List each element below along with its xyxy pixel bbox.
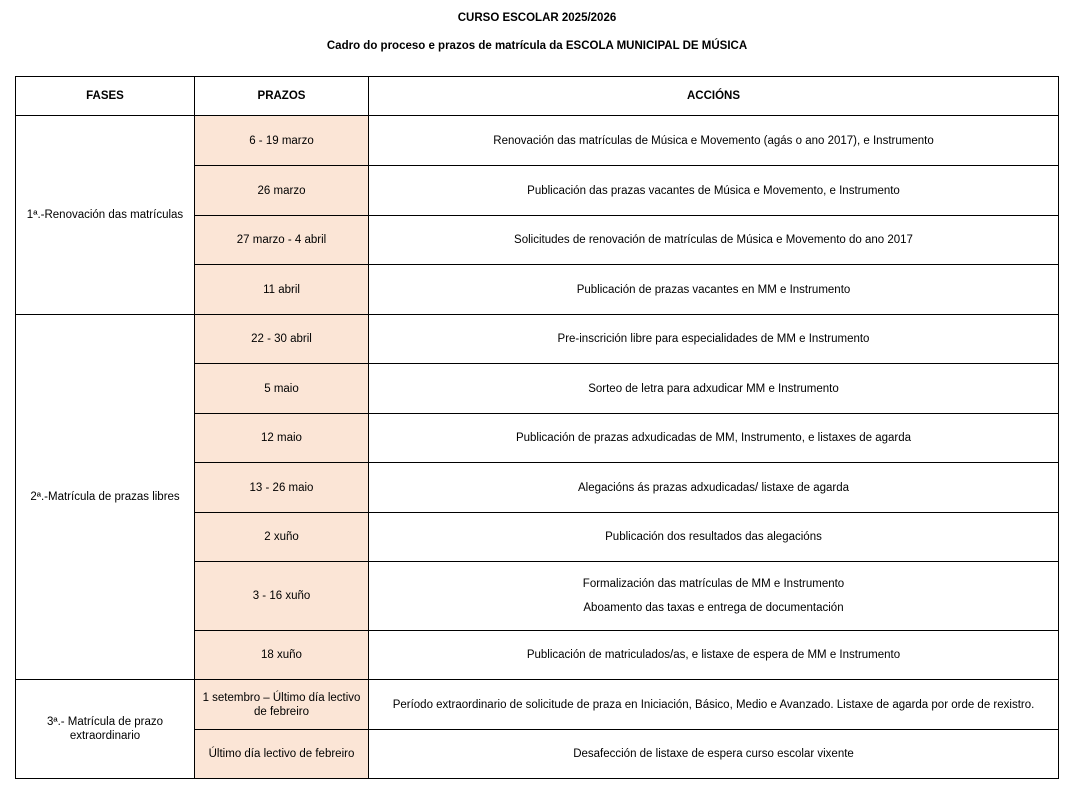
action-cell: Desafección de listaxe de espera curso escolar vixente bbox=[369, 730, 1059, 779]
deadline-cell: 2 xuño bbox=[195, 513, 369, 562]
deadline-cell: 26 marzo bbox=[195, 166, 369, 216]
action-cell: Alegacións ás prazas adxudicadas/ listaxe de agarda bbox=[369, 463, 1059, 513]
column-header-prazos: PRAZOS bbox=[195, 77, 369, 116]
deadline-cell: 1 setembro – Último día lectivo de febreiro bbox=[195, 680, 369, 730]
deadline-cell: 27 marzo - 4 abril bbox=[195, 216, 369, 265]
action-cell: Sorteo de letra para adxudicar MM e Instrumento bbox=[369, 364, 1059, 414]
deadline-cell: 3 - 16 xuño bbox=[195, 562, 369, 631]
deadline-cell: Último día lectivo de febreiro bbox=[195, 730, 369, 779]
phase-cell: 2ª.-Matrícula de prazas libres bbox=[16, 315, 195, 680]
deadline-cell: 18 xuño bbox=[195, 631, 369, 680]
table-row bbox=[16, 315, 1059, 364]
action-cell: Publicación de prazas vacantes en MM e Instrumento bbox=[369, 265, 1059, 315]
phase-cell: 1ª.-Renovación das matrículas bbox=[16, 116, 195, 315]
action-cell: Solicitudes de renovación de matrículas de Música e Movemento do ano 2017 bbox=[369, 216, 1059, 265]
action-line-2: Aboamento das taxas e entrega de documentación bbox=[583, 602, 844, 614]
action-cell: Pre-inscrición libre para especialidades de MM e Instrumento bbox=[369, 315, 1059, 364]
action-line-1: Formalización das matrículas de MM e Instrumento bbox=[582, 578, 845, 590]
action-cell: Publicación das prazas vacantes de Música e Movemento, e Instrumento bbox=[369, 166, 1059, 216]
action-cell: Período extraordinario de solicitude de praza en Iniciación, Básico, Medio e Avanzado. Listaxe de agarda por orde de rexistro. bbox=[369, 680, 1059, 730]
action-cell: Renovación das matrículas de Música e Movemento (agás o ano 2017), e Instrumento bbox=[369, 116, 1059, 166]
enrollment-schedule-table bbox=[15, 76, 1059, 779]
deadline-cell: 12 maio bbox=[195, 414, 369, 463]
column-header-accions: ACCIÓNS bbox=[369, 77, 1059, 116]
action-cell: Publicación dos resultados das alegacións bbox=[369, 513, 1059, 562]
deadline-cell: 11 abril bbox=[195, 265, 369, 315]
deadline-cell: 13 - 26 maio bbox=[195, 463, 369, 513]
deadline-cell: 6 - 19 marzo bbox=[195, 116, 369, 166]
action-cell bbox=[369, 562, 1059, 631]
deadline-cell: 5 maio bbox=[195, 364, 369, 414]
column-header-fases: FASES bbox=[16, 77, 195, 116]
deadline-cell: 22 - 30 abril bbox=[195, 315, 369, 364]
table-row bbox=[16, 680, 1059, 730]
table-header-row bbox=[16, 77, 1059, 116]
phase-cell: 3ª.- Matrícula de prazo extraordinario bbox=[16, 680, 195, 779]
document-title: CURSO ESCOLAR 2025/2026 bbox=[457, 12, 617, 24]
table-row bbox=[16, 116, 1059, 166]
document-subtitle: Cadro do proceso e prazos de matrícula da ESCOLA MUNICIPAL DE MÚSICA bbox=[326, 40, 748, 52]
action-cell: Publicación de prazas adxudicadas de MM, Instrumento, e listaxes de agarda bbox=[369, 414, 1059, 463]
action-cell: Publicación de matriculados/as, e listaxe de espera de MM e Instrumento bbox=[369, 631, 1059, 680]
